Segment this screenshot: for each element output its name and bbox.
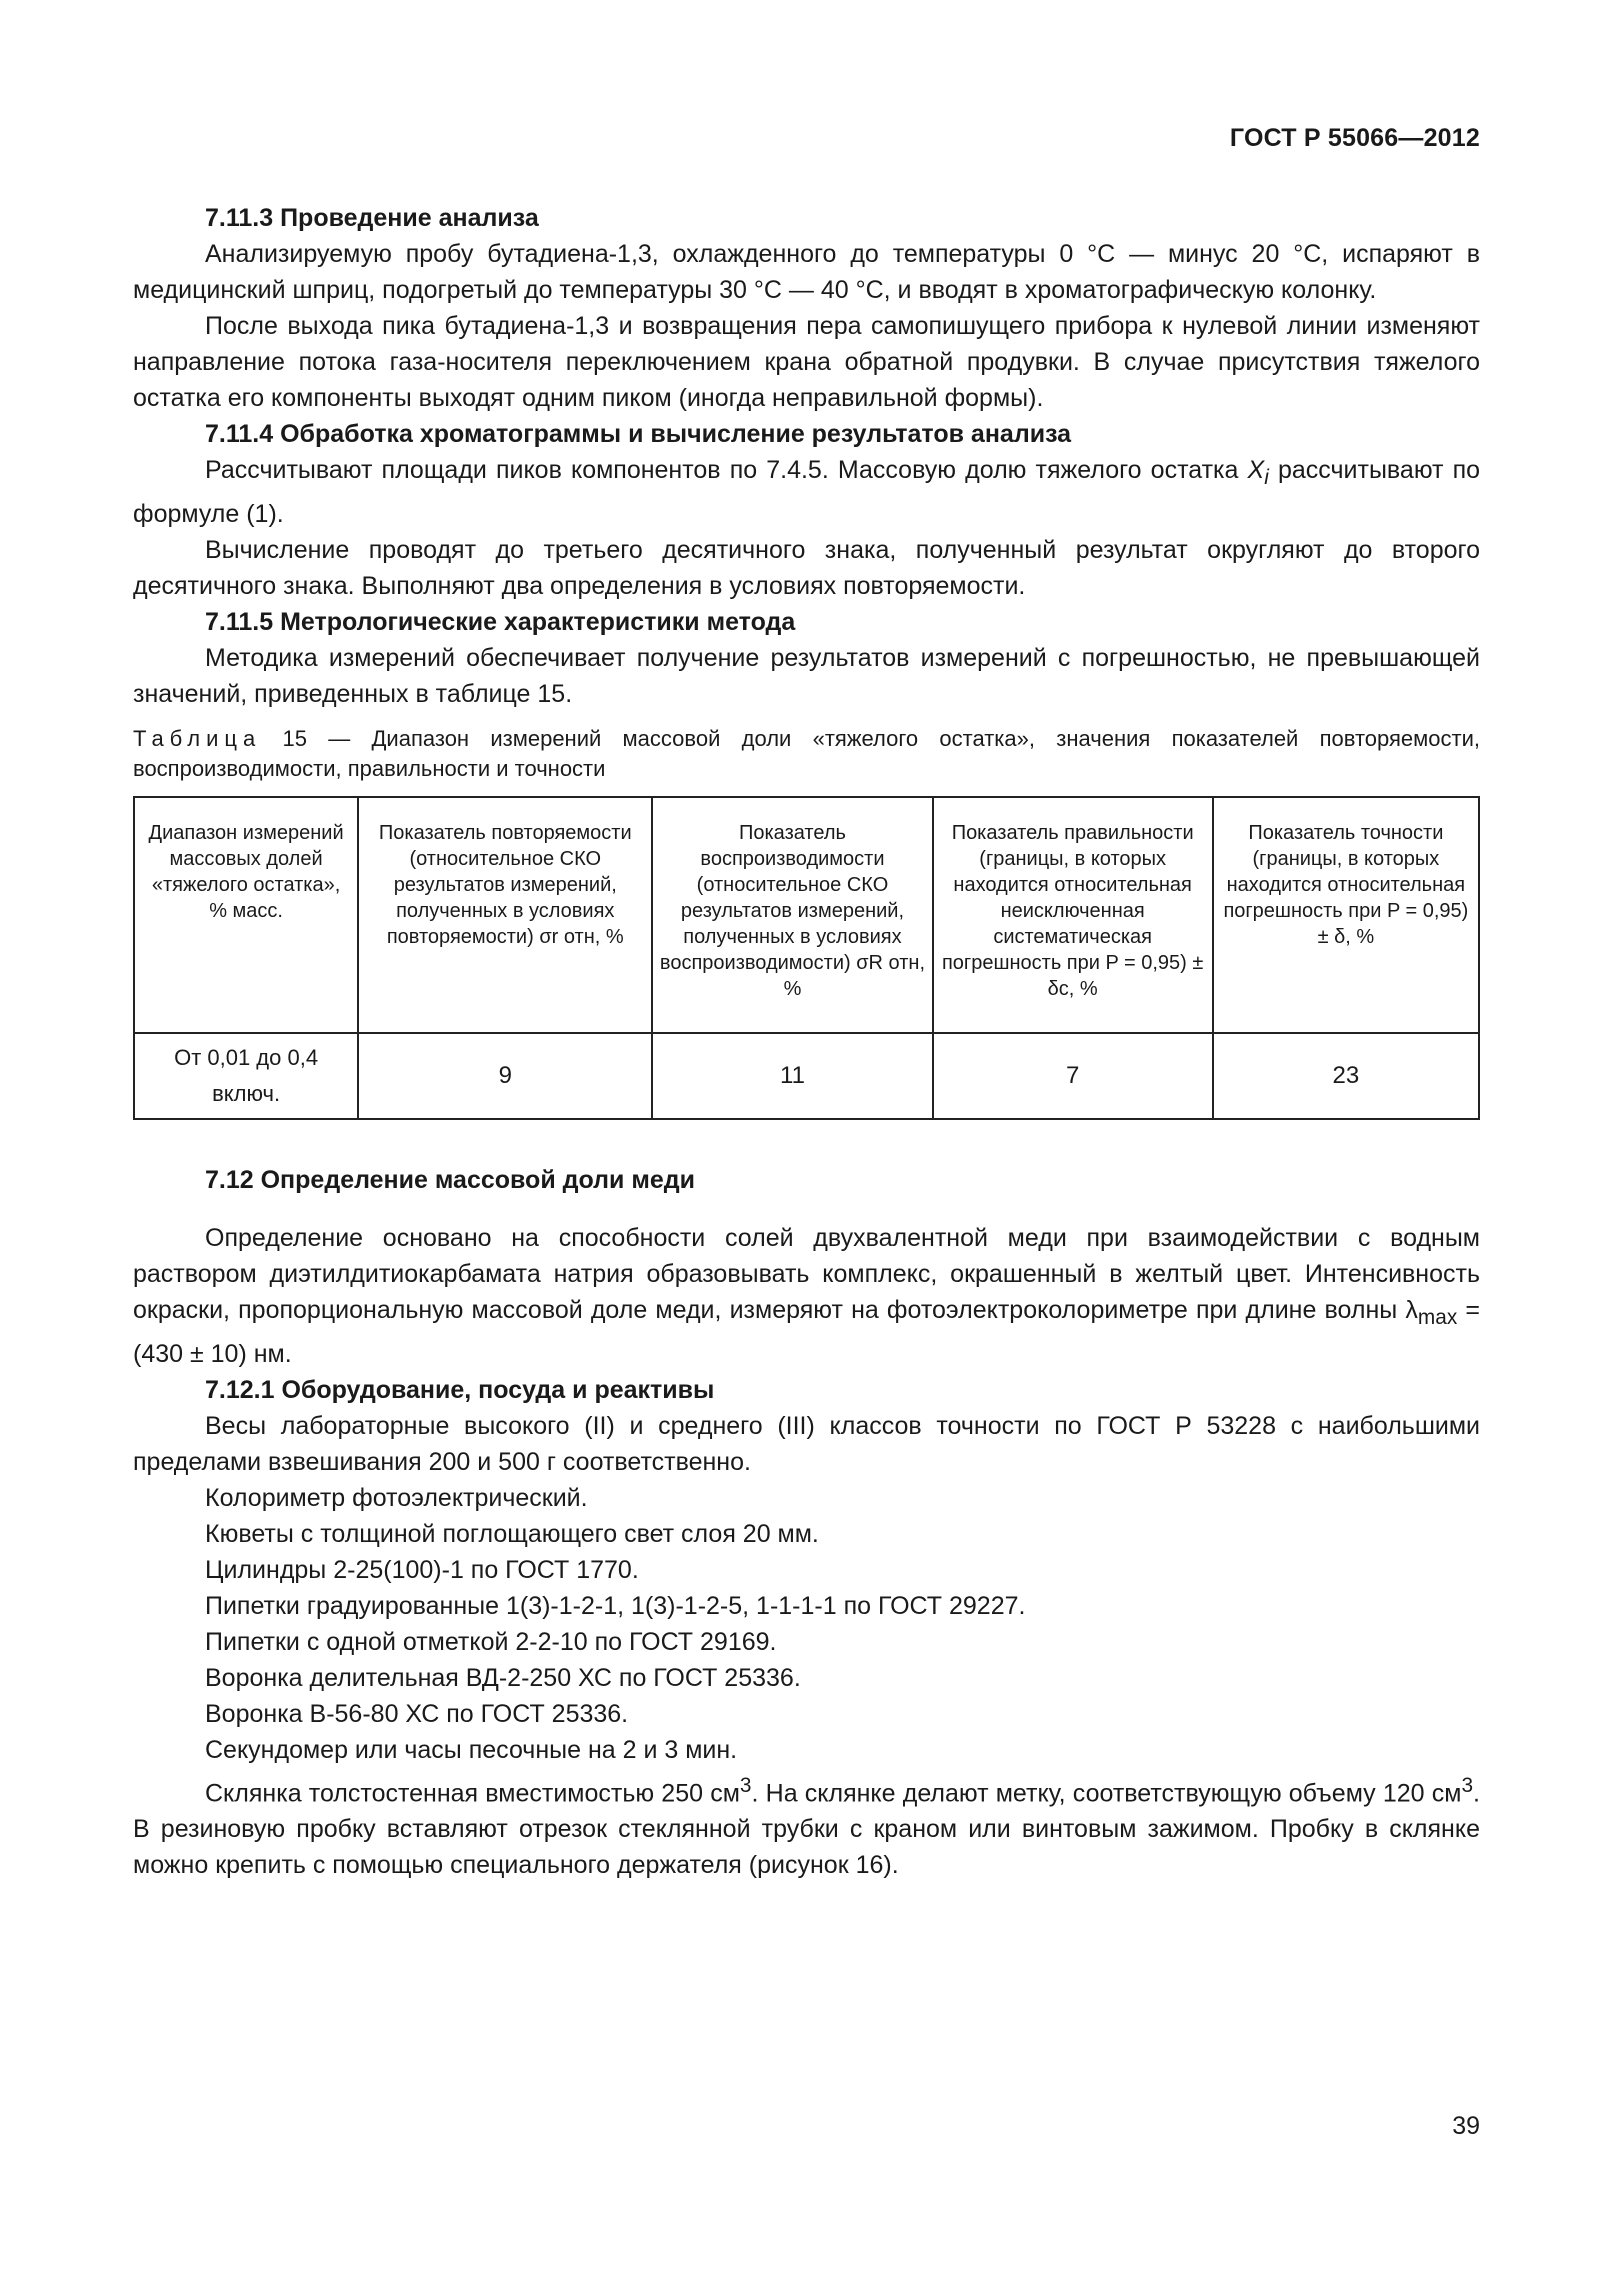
table-header-cell: Показатель воспроизводимости (относительное СКО результатов измерений, полученных в условиях воспроизводимости) σR отн, %: [652, 797, 932, 1033]
list-item: Кюветы с толщиной поглощающего свет слоя 20 мм.: [205, 1520, 819, 1548]
page-number: 39: [1452, 2112, 1480, 2140]
table-header-cell: Показатель точности (границы, в которых находится относительная погрешность при P = 0,95) ± δ, %: [1213, 797, 1479, 1033]
list-item: Воронка В-56-80 ХС по ГОСТ 25336.: [205, 1700, 629, 1728]
table-header-cell: Показатель правильности (границы, в которых находится относительная неисключенная систематическая погрешность при P = 0,95) ± δc, %: [933, 797, 1213, 1033]
document-page: [133, 0, 1480, 2283]
table-cell: 23: [1213, 1033, 1479, 1119]
table-header-cell: Показатель повторяемости (относительное СКО результатов измерений, полученных в условиях повторяемости) σr отн, %: [358, 797, 652, 1033]
list-item: Цилиндры 2-25(100)-1 по ГОСТ 1770.: [205, 1556, 639, 1584]
table-row: [134, 1033, 1479, 1119]
paragraph: Определение основано на способности солей двухвалентной меди при взаимодействии с водным раствором диэтилдитиокарбамата натрия образовывать комплекс, окрашенный в желтый цвет. Интенсивность окраски, пропорциональную массовой доле меди, измеряют на фотоэлектроколориметре при длине волны $\lambda_{max} = (430 \pm 10)$ нм.: [133, 1224, 1480, 1368]
list-item: Весы лабораторные высокого (II) и среднего (III) классов точности по ГОСТ Р 53228 с наибольшими пределами взвешивания 200 и 500 г соответственно.: [133, 1412, 1480, 1476]
table-header-row: [134, 797, 1479, 1033]
list-item: Воронка делительная ВД-2-250 ХС по ГОСТ 25336.: [205, 1664, 801, 1692]
list-item: Склянка толстостенная вместимостью 250 $см^3$. На склянке делают метку, соответствующую объему 120 $см^3$. В резиновую пробку вставляют отрезок стеклянной трубки с краном или винтовым зажимом. Пробку в склянке можно крепить с помощью специального держателя (рисунок 16).: [133, 1774, 1480, 1880]
paragraph: После выхода пика бутадиена-1,3 и возвращения пера самопишущего прибора к нулевой линии изменяют направление потока газа-носителя переключением крана обратной продувки. В случае присутствия тяжелого остатка его компоненты выходят одним пиком (иногда неправильной формы).: [133, 312, 1480, 412]
section-title-7-12-1: 7.12.1 Оборудование, посуда и реактивы: [205, 1376, 715, 1404]
table-15: [133, 796, 1480, 1120]
table-cell: 7: [933, 1033, 1213, 1119]
table-caption: Таблица 15 — Диапазон измерений массовой доли «тяжелого остатка», значения показателей повторяемости, воспроизводимости, правильности и точности: [133, 726, 1480, 781]
table-cell: От 0,01 до 0,4 включ.: [134, 1033, 358, 1119]
list-item: Пипетки с одной отметкой 2-2-10 по ГОСТ 29169.: [205, 1628, 777, 1656]
document-body: [133, 200, 1480, 1883]
list-item: Секундомер или часы песочные на 2 и 3 мин.: [205, 1736, 738, 1764]
table-cell: 9: [358, 1033, 652, 1119]
paragraph: Вычисление проводят до третьего десятичного знака, полученный результат округляют до второго десятичного знака. Выполняют два определения в условиях повторяемости.: [133, 536, 1480, 600]
document-id: ГОСТ Р 55066—2012: [1229, 124, 1480, 152]
table-cell: 11: [652, 1033, 932, 1119]
paragraph: Методика измерений обеспечивает получение результатов измерений с погрешностью, не превышающей значений, приведенных в таблице 15.: [133, 644, 1480, 708]
section-title-7-12: 7.12 Определение массовой доли меди: [205, 1166, 695, 1194]
section-title-7-11-4: 7.11.4 Обработка хроматограммы и вычисление результатов анализа: [205, 420, 1072, 448]
list-item: Колориметр фотоэлектрический.: [205, 1484, 588, 1512]
section-title-7-11-3: 7.11.3 Проведение анализа: [205, 204, 539, 232]
paragraph: Рассчитывают площади пиков компонентов по 7.4.5. Массовую долю тяжелого остатка $X_i$ рассчитывают по формуле (1).: [133, 456, 1481, 528]
section-title-7-11-5: 7.11.5 Метрологические характеристики метода: [205, 608, 796, 636]
list-item: Пипетки градуированные 1(3)-1-2-1, 1(3)-1-2-5, 1-1-1-1 по ГОСТ 29227.: [205, 1592, 1026, 1620]
table-header-cell: Диапазон измерений массовых долей «тяжелого остатка», % масс.: [134, 797, 358, 1033]
paragraph: Анализируемую пробу бутадиена-1,3, охлажденного до температуры 0 °С — минус 20 °С, испаряют в медицинский шприц, подогретый до температуры 30 °С — 40 °С, и вводят в хроматографическую колонку.: [133, 240, 1480, 304]
